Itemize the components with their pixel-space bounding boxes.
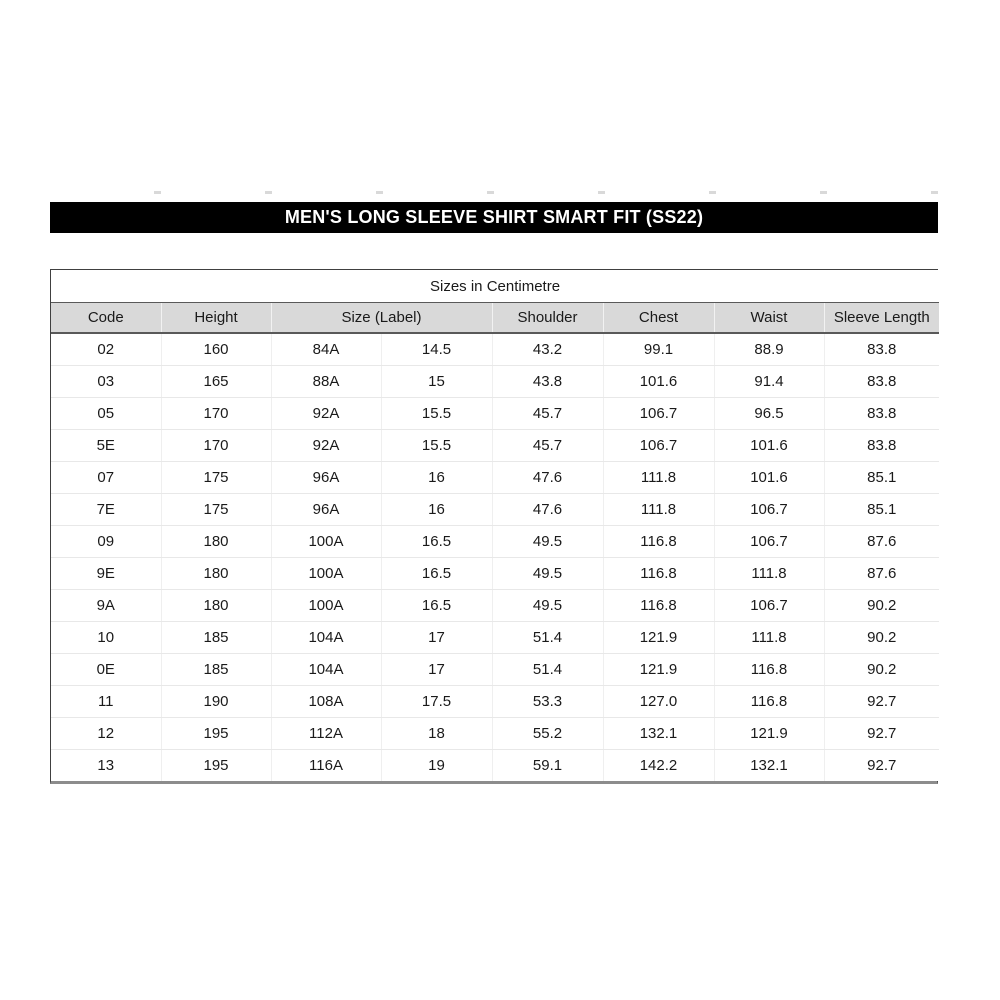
cell: 07 xyxy=(51,462,161,494)
cell: 15 xyxy=(381,366,492,398)
cell: 43.2 xyxy=(492,333,603,366)
cell: 88.9 xyxy=(714,333,824,366)
cell: 121.9 xyxy=(603,622,714,654)
cell: 195 xyxy=(161,718,271,750)
cell: 180 xyxy=(161,526,271,558)
cell: 175 xyxy=(161,462,271,494)
table-row xyxy=(51,622,939,654)
column-header-code: Code xyxy=(51,303,161,334)
cell: 96.5 xyxy=(714,398,824,430)
size-chart-table xyxy=(51,270,939,781)
spreadsheet-gridline-stubs xyxy=(50,191,939,194)
cell: 92.7 xyxy=(824,686,939,718)
cell: 03 xyxy=(51,366,161,398)
cell: 101.6 xyxy=(603,366,714,398)
cell: 170 xyxy=(161,430,271,462)
cell: 9E xyxy=(51,558,161,590)
table-row xyxy=(51,718,939,750)
cell: 121.9 xyxy=(714,718,824,750)
cell: 185 xyxy=(161,622,271,654)
cell: 83.8 xyxy=(824,366,939,398)
cell: 85.1 xyxy=(824,462,939,494)
size-chart-frame xyxy=(50,269,938,784)
cell: 59.1 xyxy=(492,750,603,782)
table-row xyxy=(51,366,939,398)
cell: 100A xyxy=(271,558,381,590)
cell: 7E xyxy=(51,494,161,526)
cell: 43.8 xyxy=(492,366,603,398)
cell: 170 xyxy=(161,398,271,430)
cell: 45.7 xyxy=(492,430,603,462)
column-header-size-label: Size (Label) xyxy=(271,303,492,334)
cell: 90.2 xyxy=(824,590,939,622)
column-header-shoulder: Shoulder xyxy=(492,303,603,334)
cell: 106.7 xyxy=(714,494,824,526)
cell: 106.7 xyxy=(603,398,714,430)
cell: 49.5 xyxy=(492,590,603,622)
cell: 15.5 xyxy=(381,430,492,462)
cell: 84A xyxy=(271,333,381,366)
cell: 13 xyxy=(51,750,161,782)
cell: 108A xyxy=(271,686,381,718)
cell: 180 xyxy=(161,590,271,622)
cell: 99.1 xyxy=(603,333,714,366)
table-caption-row xyxy=(51,270,939,303)
cell: 116A xyxy=(271,750,381,782)
cell: 17 xyxy=(381,622,492,654)
page-title: MEN'S LONG SLEEVE SHIRT SMART FIT (SS22) xyxy=(284,207,704,227)
cell: 165 xyxy=(161,366,271,398)
cell: 88A xyxy=(271,366,381,398)
cell: 16.5 xyxy=(381,590,492,622)
cell: 87.6 xyxy=(824,526,939,558)
table-body xyxy=(51,333,939,781)
table-row xyxy=(51,750,939,782)
cell: 90.2 xyxy=(824,622,939,654)
cell: 47.6 xyxy=(492,494,603,526)
cell: 111.8 xyxy=(714,622,824,654)
cell: 49.5 xyxy=(492,526,603,558)
cell: 116.8 xyxy=(603,526,714,558)
cell: 142.2 xyxy=(603,750,714,782)
cell: 92.7 xyxy=(824,750,939,782)
cell: 12 xyxy=(51,718,161,750)
cell: 104A xyxy=(271,622,381,654)
cell: 83.8 xyxy=(824,430,939,462)
column-header-chest: Chest xyxy=(603,303,714,334)
cell: 16.5 xyxy=(381,558,492,590)
cell: 51.4 xyxy=(492,622,603,654)
table-row xyxy=(51,398,939,430)
cell: 195 xyxy=(161,750,271,782)
cell: 92A xyxy=(271,398,381,430)
column-header-height: Height xyxy=(161,303,271,334)
cell: 15.5 xyxy=(381,398,492,430)
table-row xyxy=(51,654,939,686)
cell: 96A xyxy=(271,462,381,494)
table-row xyxy=(51,333,939,366)
cell: 05 xyxy=(51,398,161,430)
table-row xyxy=(51,430,939,462)
cell: 116.8 xyxy=(714,654,824,686)
table-row xyxy=(51,590,939,622)
cell: 16 xyxy=(381,494,492,526)
table-caption: Sizes in Centimetre xyxy=(51,270,939,303)
cell: 5E xyxy=(51,430,161,462)
cell: 106.7 xyxy=(714,590,824,622)
cell: 190 xyxy=(161,686,271,718)
cell: 106.7 xyxy=(603,430,714,462)
cell: 17 xyxy=(381,654,492,686)
table-row xyxy=(51,526,939,558)
cell: 53.3 xyxy=(492,686,603,718)
cell: 96A xyxy=(271,494,381,526)
cell: 11 xyxy=(51,686,161,718)
cell: 111.8 xyxy=(603,494,714,526)
cell: 132.1 xyxy=(714,750,824,782)
cell: 91.4 xyxy=(714,366,824,398)
cell: 9A xyxy=(51,590,161,622)
cell: 14.5 xyxy=(381,333,492,366)
cell: 09 xyxy=(51,526,161,558)
cell: 116.8 xyxy=(603,558,714,590)
cell: 100A xyxy=(271,590,381,622)
cell: 10 xyxy=(51,622,161,654)
cell: 116.8 xyxy=(714,686,824,718)
cell: 106.7 xyxy=(714,526,824,558)
column-header-row xyxy=(51,303,939,334)
cell: 16.5 xyxy=(381,526,492,558)
cell: 104A xyxy=(271,654,381,686)
cell: 83.8 xyxy=(824,333,939,366)
column-header-waist: Waist xyxy=(714,303,824,334)
cell: 18 xyxy=(381,718,492,750)
cell: 47.6 xyxy=(492,462,603,494)
cell: 111.8 xyxy=(603,462,714,494)
cell: 55.2 xyxy=(492,718,603,750)
cell: 101.6 xyxy=(714,462,824,494)
cell: 101.6 xyxy=(714,430,824,462)
cell: 121.9 xyxy=(603,654,714,686)
table-row xyxy=(51,686,939,718)
cell: 185 xyxy=(161,654,271,686)
cell: 16 xyxy=(381,462,492,494)
title-banner xyxy=(50,202,938,233)
cell: 19 xyxy=(381,750,492,782)
cell: 49.5 xyxy=(492,558,603,590)
cell: 132.1 xyxy=(603,718,714,750)
cell: 116.8 xyxy=(603,590,714,622)
cell: 111.8 xyxy=(714,558,824,590)
cell: 112A xyxy=(271,718,381,750)
column-header-sleeve-length: Sleeve Length xyxy=(824,303,939,334)
cell: 180 xyxy=(161,558,271,590)
cell: 90.2 xyxy=(824,654,939,686)
cell: 83.8 xyxy=(824,398,939,430)
cell: 87.6 xyxy=(824,558,939,590)
cell: 17.5 xyxy=(381,686,492,718)
cell: 85.1 xyxy=(824,494,939,526)
cell: 02 xyxy=(51,333,161,366)
cell: 92A xyxy=(271,430,381,462)
cell: 0E xyxy=(51,654,161,686)
cell: 92.7 xyxy=(824,718,939,750)
cell: 127.0 xyxy=(603,686,714,718)
cell: 175 xyxy=(161,494,271,526)
table-row xyxy=(51,558,939,590)
cell: 100A xyxy=(271,526,381,558)
cell: 51.4 xyxy=(492,654,603,686)
cell: 160 xyxy=(161,333,271,366)
cell: 45.7 xyxy=(492,398,603,430)
table-row xyxy=(51,494,939,526)
table-row xyxy=(51,462,939,494)
